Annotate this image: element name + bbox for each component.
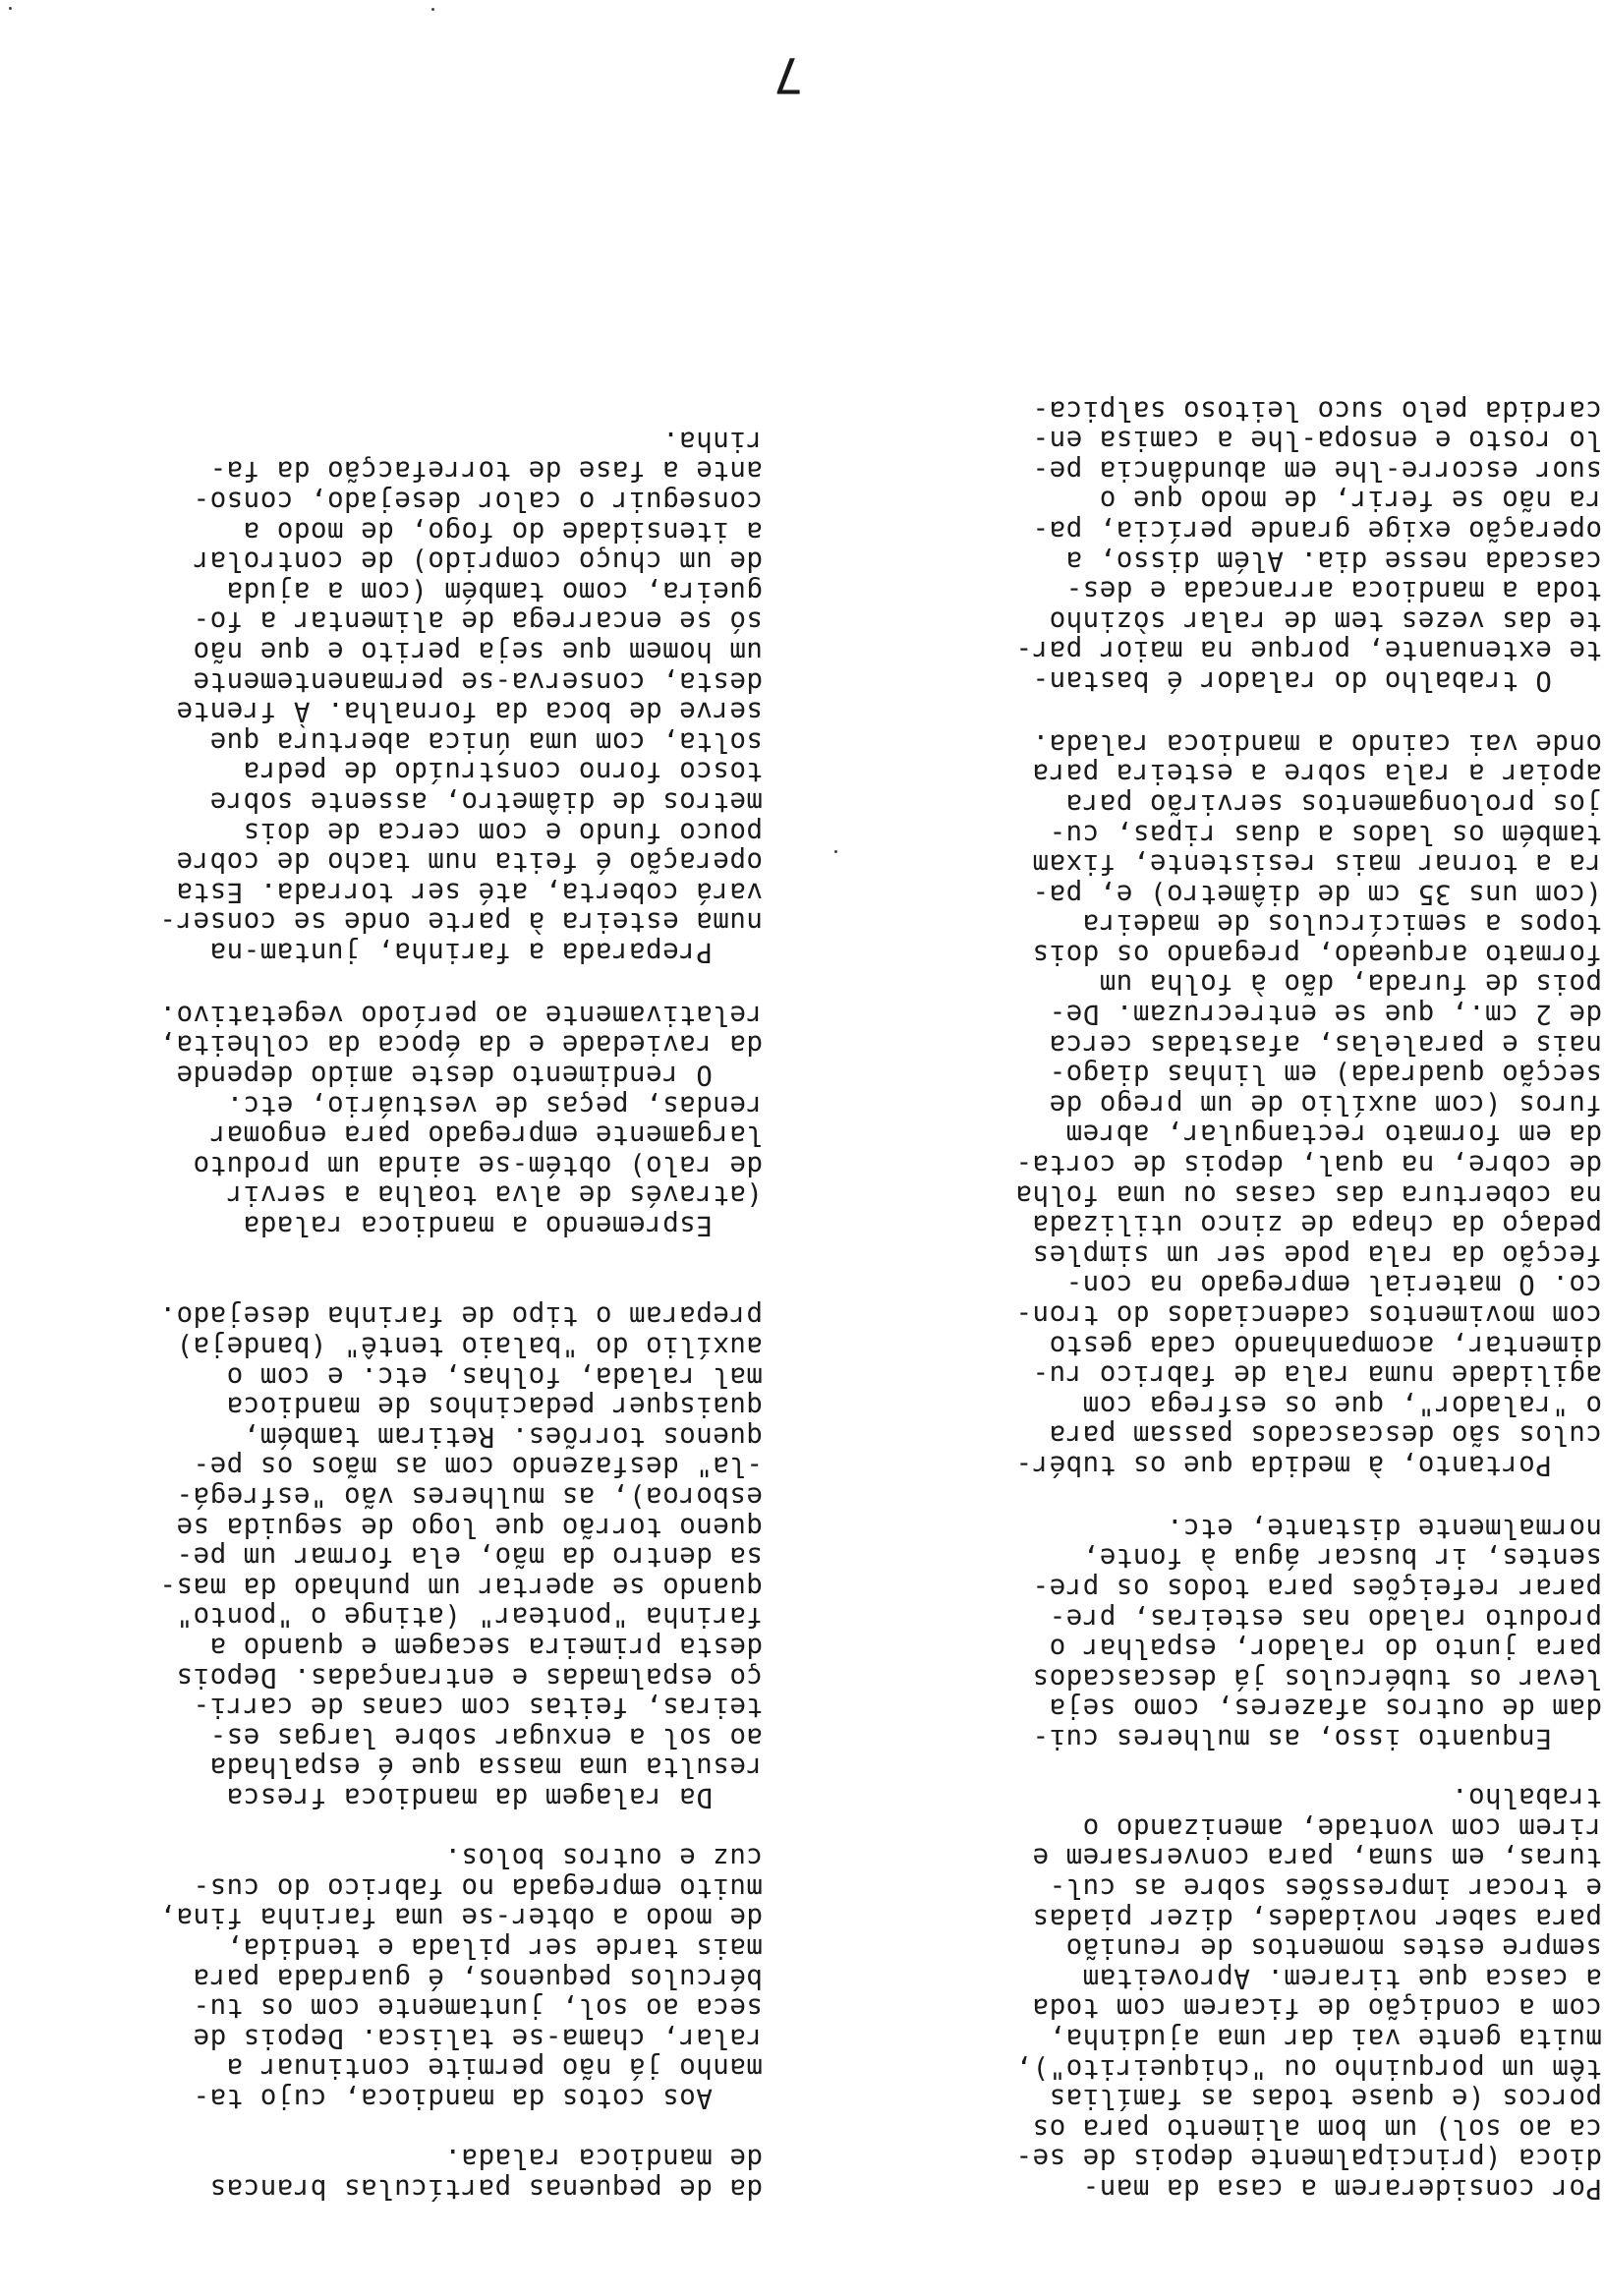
- paragraph-talisca: Aos cotos da mandioca, cujo ta- manho já não permite continuar a ralar, chama-se talisca. Depois de seca ao sol, juntamente com os tu- bérculos pequenos, é guardada para mais tarde ser pilada e tendida, de modo a obter-se uma farinha fina, muito empregada no fabrico do cus- cuz e outros bolos.: [158, 1842, 763, 2114]
- paragraph-grater-work: O trabalho do ralador é bastan- te extenuante, porque na maior par- te das vezes tem de ralar sòzinho toda a mandioca arrancada e des- cascada nesse dia. Além disso, a operação exige grande perícia, pa- ra não se ferir, de modo que o suor escorre-lhe em abundância pe- lo rosto e ensopa-lhe a camisa en- cardida pelo suco leitoso salpica-: [1015, 394, 1602, 697]
- paragraph-drying-mass: Da ralagem da mandioca fresca resulta uma massa que é espalhada ao sol a enxugar sobre largas es- teiras, feitas com canas de carri- ço espalmadas e entrançadas. Depois desta primeira secagem e quando a farinha "pontear" (atinge o "ponto" quando se apertar um punhado da mas- sa dentro da mão, ela formar um pe- queno torrão que logo de seguida se esboroa), as mulheres vão "esfregá- -la" desfazendo com as mãos os pe- quenos torrões. Retiram também, quaisquer pedacinhos de mandioca mal ralada, folhas, etc. e com o auxílio do "balaio tentê" (bandeja) preparam o tipo de farinha desejado.: [158, 1300, 763, 1813]
- paragraph-toasting: Preparada a farinha, juntam-na numa esteira à parte onde se conser- vará coberta, até ser torrada. Esta operação é feita num tacho de cobre pouco fundo e com cerca de dois metros de diâmetro, assente sobre tosco forno construído de pedra solta, com uma única abertura que serve de boca da fornalha. À frente desta, conserva-se permanentemente um homem que seja perito e que não só se encarrega de alimentar a fo- gueira, como também (com a ajuda de um chuço comprido) de controlar a itensidade do fogo, de modo a conseguir o calor desejado, conso- ante a fase de torrefacção da fa- rinha.: [158, 425, 763, 968]
- paragraph-pigs-husks: Por considerarem a casa da man- dioca (principalmente depois de se- ca ao sol) um bom alimento para os porcos (e quase todas as famílias têm um porquinho ou "chiqueirito"), muita gente vai dar uma ajudinha, com a condição de ficarem com toda a casca que tirarem. Aproveitam sempre estes momentos de reunião para saber novidades, dizer piadas e trocar impressões sobre as cul- turas, em suma, para conversarem e rirem com vontade, amenizando o trabalho.: [1015, 1782, 1602, 2205]
- scan-speck: [431, 8, 434, 11]
- scan-speck: [834, 850, 837, 853]
- scan-speck: [9, 7, 12, 10]
- paragraph-continuation: da de pequenas partículas brancas de mandioca ralada.: [209, 2143, 763, 2205]
- paragraph-starch: Espremendo a mandioca ralada (através de alva toalha a servir de ralo) obtém-se ainda um produto largamente empregado para engomar rendas, peças de vestuário, etc. O rendimento deste amido depende da raviedade e da época da colheita, relativamente ao período vegetativo.: [158, 999, 763, 1241]
- page-number: 7: [773, 46, 803, 103]
- paragraph-grater: Portanto, à medida que os tubér- culos são descascados passam para o "ralador", que os esfrega com agilidade numa rala de fabrico ru- dimentar, acompanhando cada gesto com movimentos cadenciados do tron- co. O material empregado na con- fecção da rala pode ser um simples pedaço da chapa de zinco utilizada na cobertura das casas ou uma folha de cobre, na qual, depois de corta- da em formato rectangular, abrem furos (com auxílio de um prego de secção quadrada) em linhas diago- nais e paralelas, afastadas cerca de 2 cm., que se entrecruzam. De- pois de furada, dão à folha um formato arqueado, pregando os dois topos a semicírculos de madeira (com uns 35 cm de diâmetro) e, pa- ra a tornar mais resistente, fixam também os lados a duas ripas, cu- jos prolongamentos servirão para apoiar a rala sobre a esteira para onde vai caindo a mandioca ralada.: [1015, 727, 1602, 1481]
- paragraph-women-tasks: Enquanto isso, as mulheres cui- dam de outros afazeres, como seja levar os tubérculos já descascados para junto do ralador, espalhar o produto ralado nas esteiras, pre- parar refeições para todos os pre- sentes, ir buscar água à fonte, normalmente distante, etc.: [1032, 1512, 1602, 1754]
